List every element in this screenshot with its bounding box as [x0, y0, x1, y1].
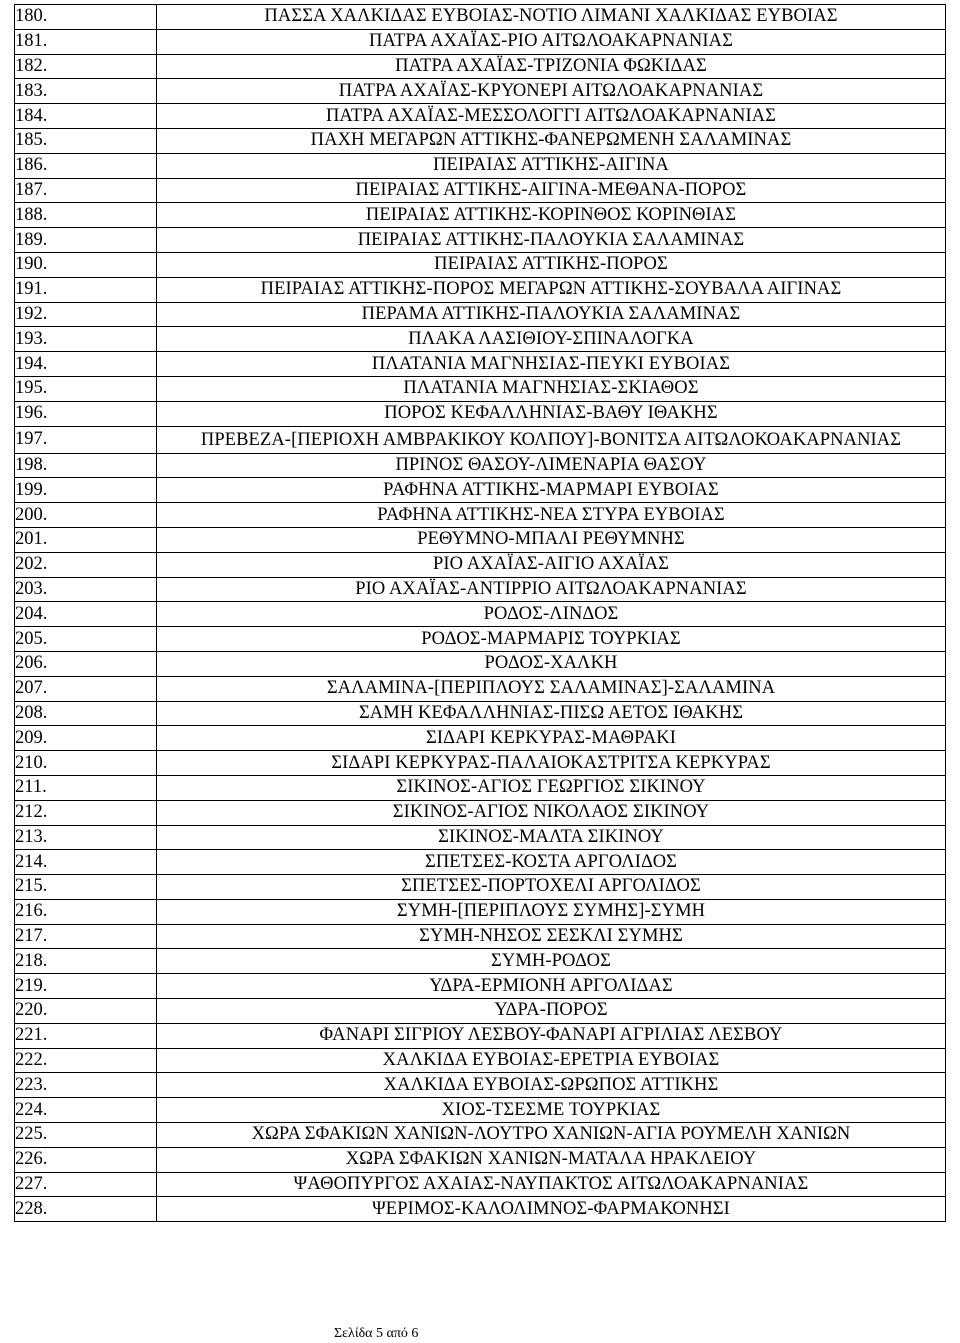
route-name: ΣΥΜΗ-ΝΗΣΟΣ ΣΕΣΚΛΙ ΣΥΜΗΣ [157, 924, 946, 949]
route-name: ΠΛΑΚΑ ΛΑΣΙΘΙΟΥ-ΣΠΙΝΑΛΟΓΚΑ [157, 327, 946, 352]
row-number: 210. [15, 751, 157, 776]
table-row [15, 29, 946, 54]
row-number: 202. [15, 552, 157, 577]
route-name: ΠΛΑΤΑΝΙΑ ΜΑΓΝΗΣΙΑΣ-ΣΚΙΑΘΟΣ [157, 376, 946, 401]
table-row [15, 1023, 946, 1048]
table-row [15, 478, 946, 503]
table-row [15, 1073, 946, 1098]
row-number: 220. [15, 999, 157, 1024]
row-number: 223. [15, 1073, 157, 1098]
row-number: 205. [15, 627, 157, 652]
route-name: ΥΔΡΑ-ΠΟΡΟΣ [157, 999, 946, 1024]
row-number: 217. [15, 924, 157, 949]
table-row [15, 577, 946, 602]
table-row [15, 651, 946, 676]
route-name: ΠΕΙΡΑΙΑΣ ΑΤΤΙΚΗΣ-ΠΟΡΟΣ [157, 252, 946, 277]
routes-table-body [15, 5, 946, 1222]
route-name: ΣΙΚΙΝΟΣ-ΑΓΙΟΣ ΝΙΚΟΛΑΟΣ ΣΙΚΙΝΟΥ [157, 800, 946, 825]
table-row [15, 503, 946, 528]
table-row [15, 327, 946, 352]
route-name: ΡΟΔΟΣ-ΜΑΡΜΑΡΙΣ ΤΟΥΡΚΙΑΣ [157, 627, 946, 652]
row-number: 213. [15, 825, 157, 850]
table-row [15, 128, 946, 153]
row-number: 225. [15, 1123, 157, 1148]
row-number: 214. [15, 850, 157, 875]
route-name: ΧΑΛΚΙΔΑ ΕΥΒΟΙΑΣ-ΩΡΩΠΟΣ ΑΤΤΙΚΗΣ [157, 1073, 946, 1098]
row-number: 185. [15, 128, 157, 153]
route-name: ΠΡΕΒΕΖΑ-[ΠΕΡΙΟΧΗ ΑΜΒΡΑΚΙΚΟΥ ΚΟΛΠΟΥ]-ΒΟΝΙΤΣΑ ΑΙΤΩΛΟΚΟΑΚΑΡΝΑΝΙΑΣ [157, 426, 946, 453]
row-number: 191. [15, 277, 157, 302]
route-name: ΠΑΤΡΑ ΑΧΑΪΑΣ-ΜΕΣΣΟΛΟΓΓΙ ΑΙΤΩΛΟΑΚΑΡΝΑΝΙΑΣ [157, 104, 946, 129]
route-name: ΣΠΕΤΣΕΣ-ΚΟΣΤΑ ΑΡΓΟΛΙΔΟΣ [157, 850, 946, 875]
table-row [15, 899, 946, 924]
row-number: 211. [15, 775, 157, 800]
table-row [15, 302, 946, 327]
table-row [15, 676, 946, 701]
row-number: 201. [15, 527, 157, 552]
route-name: ΠΑΤΡΑ ΑΧΑΪΑΣ-ΚΡΥΟΝΕΡΙ ΑΙΤΩΛΟΑΚΑΡΝΑΝΙΑΣ [157, 79, 946, 104]
route-name: ΠΟΡΟΣ ΚΕΦΑΛΛΗΝΙΑΣ-ΒΑΘΥ ΙΘΑΚΗΣ [157, 401, 946, 426]
route-name: ΠΡΙΝΟΣ ΘΑΣΟΥ-ΛΙΜΕΝΑΡΙΑ ΘΑΣΟΥ [157, 453, 946, 478]
table-row [15, 701, 946, 726]
table-row [15, 751, 946, 776]
table-row [15, 178, 946, 203]
row-number: 222. [15, 1048, 157, 1073]
route-name: ΨΑΘΟΠΥΡΓΟΣ ΑΧΑΙΑΣ-ΝΑΥΠΑΚΤΟΣ ΑΙΤΩΛΟΑΚΑΡΝΑΝΙΑΣ [157, 1172, 946, 1197]
row-number: 218. [15, 949, 157, 974]
route-name: ΧΙΟΣ-ΤΣΕΣΜΕ ΤΟΥΡΚΙΑΣ [157, 1098, 946, 1123]
table-row [15, 924, 946, 949]
row-number: 228. [15, 1197, 157, 1222]
table-row [15, 401, 946, 426]
table-row [15, 352, 946, 377]
route-name: ΠΕΙΡΑΙΑΣ ΑΤΤΙΚΗΣ-ΚΟΡΙΝΘΟΣ ΚΟΡΙΝΘΙΑΣ [157, 203, 946, 228]
table-row [15, 527, 946, 552]
table-row [15, 875, 946, 900]
row-number: 215. [15, 875, 157, 900]
row-number: 224. [15, 1098, 157, 1123]
route-name: ΡΑΦΗΝΑ ΑΤΤΙΚΗΣ-ΜΑΡΜΑΡΙ ΕΥΒΟΙΑΣ [157, 478, 946, 503]
row-number: 192. [15, 302, 157, 327]
table-row [15, 1197, 946, 1222]
row-number: 206. [15, 651, 157, 676]
route-name: ΠΕΡΑΜΑ ΑΤΤΙΚΗΣ-ΠΑΛΟΥΚΙΑ ΣΑΛΑΜΙΝΑΣ [157, 302, 946, 327]
route-name: ΣΥΜΗ-ΡΟΔΟΣ [157, 949, 946, 974]
row-number: 208. [15, 701, 157, 726]
row-number: 204. [15, 602, 157, 627]
route-name: ΦΑΝΑΡΙ ΣΙΓΡΙΟΥ ΛΕΣΒΟΥ-ΦΑΝΑΡΙ ΑΓΡΙΛΙΑΣ ΛΕΣΒΟΥ [157, 1023, 946, 1048]
route-name: ΠΑΤΡΑ ΑΧΑΪΑΣ-ΡΙΟ ΑΙΤΩΛΟΑΚΑΡΝΑΝΙΑΣ [157, 29, 946, 54]
route-name: ΠΕΙΡΑΙΑΣ ΑΤΤΙΚΗΣ-ΠΑΛΟΥΚΙΑ ΣΑΛΑΜΙΝΑΣ [157, 228, 946, 253]
route-name: ΡΑΦΗΝΑ ΑΤΤΙΚΗΣ-ΝΕΑ ΣΤΥΡΑ ΕΥΒΟΙΑΣ [157, 503, 946, 528]
table-row [15, 79, 946, 104]
route-name: ΣΙΔΑΡΙ ΚΕΡΚΥΡΑΣ-ΜΑΘΡΑΚΙ [157, 726, 946, 751]
route-name: ΣΑΛΑΜΙΝΑ-[ΠΕΡΙΠΛΟΥΣ ΣΑΛΑΜΙΝΑΣ]-ΣΑΛΑΜΙΝΑ [157, 676, 946, 701]
page-number: Σελίδα 5 από 6 [334, 1326, 419, 1341]
row-number: 207. [15, 676, 157, 701]
row-number: 200. [15, 503, 157, 528]
table-row [15, 552, 946, 577]
route-name: ΧΩΡΑ ΣΦΑΚΙΩΝ ΧΑΝΙΩΝ-ΜΑΤΑΛΑ ΗΡΑΚΛΕΙΟΥ [157, 1147, 946, 1172]
row-number: 198. [15, 453, 157, 478]
row-number: 216. [15, 899, 157, 924]
route-name: ΣΙΚΙΝΟΣ-ΑΓΙΟΣ ΓΕΩΡΓΙΟΣ ΣΙΚΙΝΟΥ [157, 775, 946, 800]
route-name: ΣΠΕΤΣΕΣ-ΠΟΡΤΟΧΕΛΙ ΑΡΓΟΛΙΔΟΣ [157, 875, 946, 900]
table-row [15, 104, 946, 129]
table-row [15, 1172, 946, 1197]
row-number: 212. [15, 800, 157, 825]
table-row [15, 825, 946, 850]
row-number: 181. [15, 29, 157, 54]
route-name: ΠΑΣΣΑ ΧΑΛΚΙΔΑΣ ΕΥΒΟΙΑΣ-ΝΟΤΙΟ ΛΙΜΑΝΙ ΧΑΛΚΙΔΑΣ ΕΥΒΟΙΑΣ [157, 5, 946, 30]
row-number: 193. [15, 327, 157, 352]
table-row [15, 999, 946, 1024]
table-row [15, 228, 946, 253]
table-row [15, 5, 946, 30]
row-number: 197. [15, 426, 157, 453]
table-row [15, 453, 946, 478]
route-name: ΠΑΧΗ ΜΕΓΑΡΩΝ ΑΤΤΙΚΗΣ-ΦΑΝΕΡΩΜΕΝΗ ΣΑΛΑΜΙΝΑΣ [157, 128, 946, 153]
table-row [15, 800, 946, 825]
route-name: ΡΙΟ ΑΧΑΪΑΣ-ΑΝΤΙΡΡΙΟ ΑΙΤΩΛΟΑΚΑΡΝΑΝΙΑΣ [157, 577, 946, 602]
row-number: 187. [15, 178, 157, 203]
table-row [15, 627, 946, 652]
route-name: ΥΔΡΑ-ΕΡΜΙΟΝΗ ΑΡΓΟΛΙΔΑΣ [157, 974, 946, 999]
table-row [15, 949, 946, 974]
row-number: 195. [15, 376, 157, 401]
route-name: ΠΕΙΡΑΙΑΣ ΑΤΤΙΚΗΣ-ΑΙΓΙΝΑ [157, 153, 946, 178]
row-number: 227. [15, 1172, 157, 1197]
route-name: ΨΕΡΙΜΟΣ-ΚΑΛΟΛΙΜΝΟΣ-ΦΑΡΜΑΚΟΝΗΣΙ [157, 1197, 946, 1222]
table-row [15, 1048, 946, 1073]
row-number: 186. [15, 153, 157, 178]
row-number: 226. [15, 1147, 157, 1172]
route-name: ΡΙΟ ΑΧΑΪΑΣ-ΑΙΓΙΟ ΑΧΑΪΑΣ [157, 552, 946, 577]
route-name: ΡΕΘΥΜΝΟ-ΜΠΑΛΙ ΡΕΘΥΜΝΗΣ [157, 527, 946, 552]
row-number: 194. [15, 352, 157, 377]
row-number: 180. [15, 5, 157, 30]
row-number: 188. [15, 203, 157, 228]
table-row [15, 1098, 946, 1123]
route-name: ΠΕΙΡΑΙΑΣ ΑΤΤΙΚΗΣ-ΑΙΓΙΝΑ-ΜΕΘΑΝΑ-ΠΟΡΟΣ [157, 178, 946, 203]
route-name: ΡΟΔΟΣ-ΛΙΝΔΟΣ [157, 602, 946, 627]
row-number: 189. [15, 228, 157, 253]
row-number: 182. [15, 54, 157, 79]
table-row [15, 726, 946, 751]
route-name: ΧΑΛΚΙΔΑ ΕΥΒΟΙΑΣ-ΕΡΕΤΡΙΑ ΕΥΒΟΙΑΣ [157, 1048, 946, 1073]
table-row [15, 974, 946, 999]
route-name: ΣΑΜΗ ΚΕΦΑΛΛΗΝΙΑΣ-ΠΙΣΩ ΑΕΤΟΣ ΙΘΑΚΗΣ [157, 701, 946, 726]
table-row [15, 54, 946, 79]
table-row [15, 1147, 946, 1172]
table-row [15, 203, 946, 228]
table-row [15, 602, 946, 627]
row-number: 219. [15, 974, 157, 999]
table-row [15, 850, 946, 875]
row-number: 209. [15, 726, 157, 751]
row-number: 184. [15, 104, 157, 129]
row-number: 221. [15, 1023, 157, 1048]
table-row [15, 376, 946, 401]
route-name: ΡΟΔΟΣ-ΧΑΛΚΗ [157, 651, 946, 676]
table-row [15, 277, 946, 302]
table-row [15, 775, 946, 800]
row-number: 203. [15, 577, 157, 602]
row-number: 196. [15, 401, 157, 426]
route-name: ΣΙΚΙΝΟΣ-ΜΑΛΤΑ ΣΙΚΙΝΟΥ [157, 825, 946, 850]
table-row [15, 426, 946, 453]
routes-table [14, 4, 946, 1222]
table-row [15, 252, 946, 277]
row-number: 190. [15, 252, 157, 277]
route-name: ΠΑΤΡΑ ΑΧΑΪΑΣ-ΤΡΙΖΟΝΙΑ ΦΩΚΙΔΑΣ [157, 54, 946, 79]
table-row [15, 1123, 946, 1148]
route-name: ΣΙΔΑΡΙ ΚΕΡΚΥΡΑΣ-ΠΑΛΑΙΟΚΑΣΤΡΙΤΣΑ ΚΕΡΚΥΡΑΣ [157, 751, 946, 776]
route-name: ΠΛΑΤΑΝΙΑ ΜΑΓΝΗΣΙΑΣ-ΠΕΥΚΙ ΕΥΒΟΙΑΣ [157, 352, 946, 377]
route-name: ΠΕΙΡΑΙΑΣ ΑΤΤΙΚΗΣ-ΠΟΡΟΣ ΜΕΓΑΡΩΝ ΑΤΤΙΚΗΣ-ΣΟΥΒΑΛΑ ΑΙΓΙΝΑΣ [157, 277, 946, 302]
table-row [15, 153, 946, 178]
row-number: 199. [15, 478, 157, 503]
row-number: 183. [15, 79, 157, 104]
route-name: ΣΥΜΗ-[ΠΕΡΙΠΛΟΥΣ ΣΥΜΗΣ]-ΣΥΜΗ [157, 899, 946, 924]
route-name: ΧΩΡΑ ΣΦΑΚΙΩΝ ΧΑΝΙΩΝ-ΛΟΥΤΡΟ ΧΑΝΙΩΝ-ΑΓΙΑ ΡΟΥΜΕΛΗ ΧΑΝΙΩΝ [157, 1123, 946, 1148]
